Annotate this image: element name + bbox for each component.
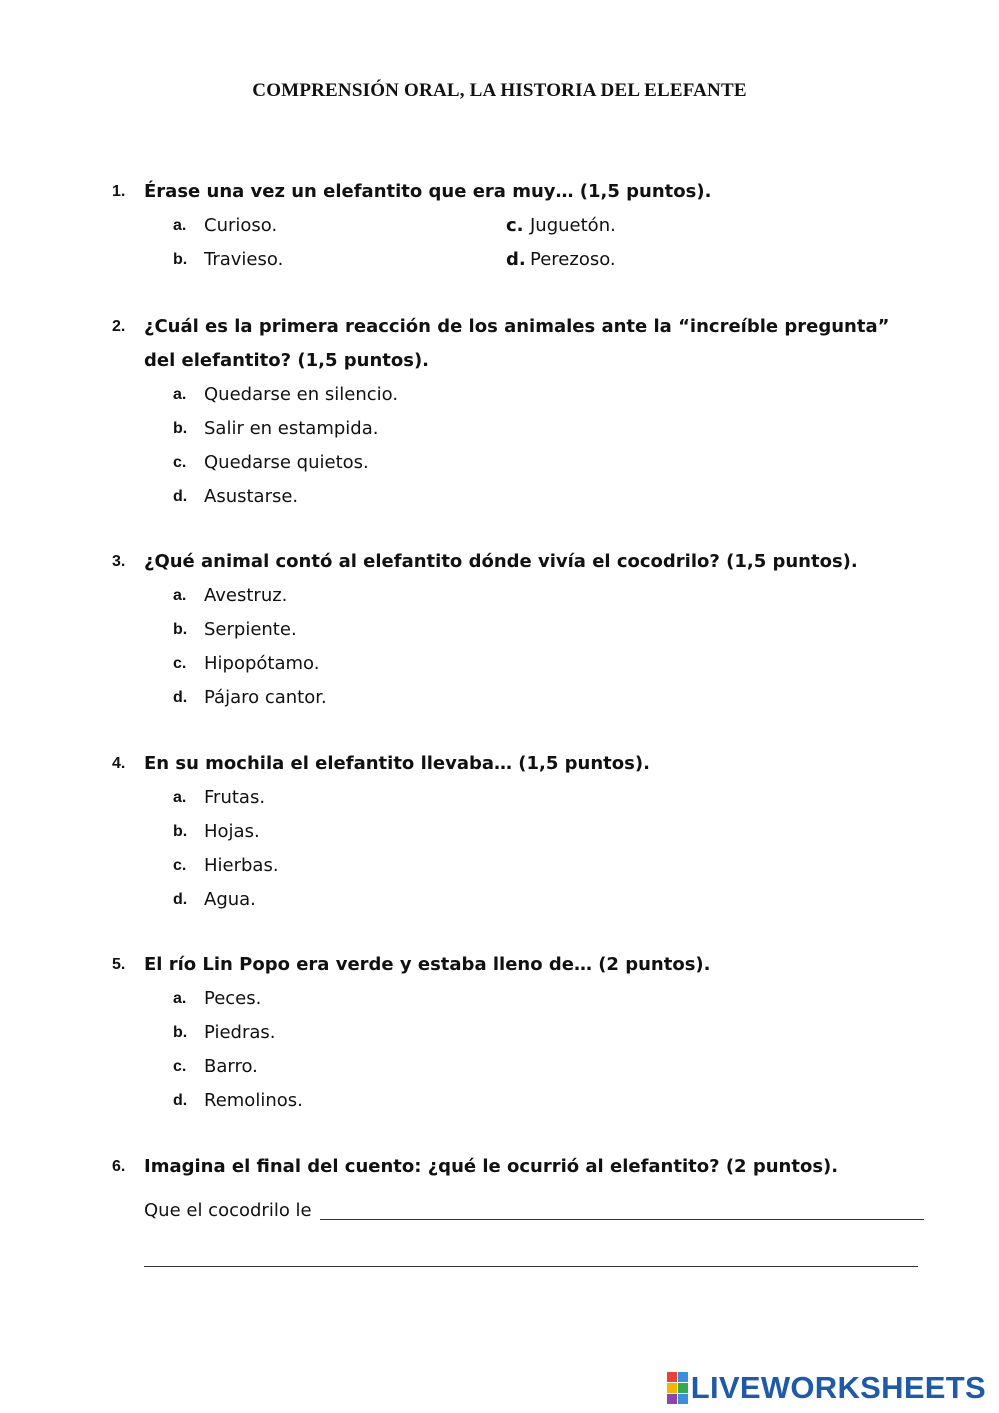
question-text: Érase una vez un elefantito que era muy… (1,5 puntos). bbox=[144, 181, 712, 202]
option-text[interactable]: Hipopótamo. bbox=[204, 653, 320, 674]
option-row[interactable] bbox=[0, 480, 999, 514]
option-text[interactable]: Piedras. bbox=[204, 1022, 276, 1043]
question-3 bbox=[0, 545, 999, 715]
answer-line-1[interactable] bbox=[320, 1219, 924, 1220]
question-number: 3. bbox=[112, 553, 126, 570]
option-text[interactable]: Quedarse quietos. bbox=[204, 452, 369, 473]
option-text[interactable]: Perezoso. bbox=[530, 249, 616, 270]
option-text[interactable]: Hojas. bbox=[204, 821, 260, 842]
logo-square-icon bbox=[667, 1383, 677, 1393]
option-letter: a. bbox=[173, 990, 187, 1007]
option-text[interactable]: Salir en estampida. bbox=[204, 418, 379, 439]
question-line bbox=[0, 1150, 999, 1184]
option-text[interactable]: Curioso. bbox=[204, 215, 278, 236]
question-line bbox=[0, 747, 999, 781]
option-text[interactable]: Pájaro cantor. bbox=[204, 687, 327, 708]
logo-square-icon bbox=[678, 1394, 688, 1404]
question-line bbox=[0, 310, 999, 344]
question-line bbox=[0, 344, 999, 378]
option-text[interactable]: Travieso. bbox=[204, 249, 284, 270]
option-row[interactable] bbox=[0, 412, 999, 446]
option-row[interactable] bbox=[0, 378, 999, 412]
option-text[interactable]: Avestruz. bbox=[204, 585, 288, 606]
option-text[interactable]: Remolinos. bbox=[204, 1090, 303, 1111]
option-row[interactable] bbox=[0, 243, 999, 277]
option-letter: c. bbox=[173, 655, 187, 672]
question-number: 1. bbox=[112, 183, 126, 200]
option-letter: b. bbox=[173, 420, 188, 437]
option-text[interactable]: Juguetón. bbox=[530, 215, 616, 236]
question-5 bbox=[0, 948, 999, 1118]
option-text[interactable]: Quedarse en silencio. bbox=[204, 384, 399, 405]
option-letter: b. bbox=[173, 621, 188, 638]
option-letter: d. bbox=[506, 249, 526, 270]
option-row[interactable] bbox=[0, 1050, 999, 1084]
option-row[interactable] bbox=[0, 883, 999, 917]
option-text[interactable]: Hierbas. bbox=[204, 855, 279, 876]
logo-square-icon bbox=[678, 1372, 688, 1382]
question-4 bbox=[0, 747, 999, 917]
option-letter: c. bbox=[173, 1058, 187, 1075]
option-text[interactable]: Peces. bbox=[204, 988, 262, 1009]
question-1 bbox=[0, 175, 999, 277]
option-row[interactable] bbox=[0, 1016, 999, 1050]
option-row[interactable] bbox=[0, 815, 999, 849]
option-letter: c. bbox=[506, 215, 524, 236]
question-text: El río Lin Popo era verde y estaba lleno de… (2 puntos). bbox=[144, 954, 711, 975]
option-letter: d. bbox=[173, 891, 188, 908]
option-letter: d. bbox=[173, 488, 188, 505]
option-letter: c. bbox=[173, 454, 187, 471]
option-letter: b. bbox=[173, 1024, 188, 1041]
question-6 bbox=[0, 1150, 999, 1184]
question-number: 6. bbox=[112, 1158, 126, 1175]
logo-square-icon bbox=[667, 1394, 677, 1404]
answer-line-2[interactable] bbox=[144, 1266, 918, 1267]
option-letter: d. bbox=[173, 689, 188, 706]
question-text: Imagina el final del cuento: ¿qué le ocurrió al elefantito? (2 puntos). bbox=[144, 1156, 839, 1177]
question-line bbox=[0, 948, 999, 982]
option-row[interactable] bbox=[0, 446, 999, 480]
logo-square-icon bbox=[678, 1383, 688, 1393]
question-text-continued: del elefantito? (1,5 puntos). bbox=[144, 350, 430, 371]
option-text[interactable]: Barro. bbox=[204, 1056, 258, 1077]
option-row[interactable] bbox=[0, 579, 999, 613]
option-row[interactable] bbox=[0, 849, 999, 883]
question-text: En su mochila el elefantito llevaba… (1,5 puntos). bbox=[144, 753, 650, 774]
question-text: ¿Qué animal contó al elefantito dónde vivía el cocodrilo? (1,5 puntos). bbox=[144, 551, 858, 572]
option-text[interactable]: Asustarse. bbox=[204, 486, 299, 507]
option-row[interactable] bbox=[0, 613, 999, 647]
option-row[interactable] bbox=[0, 209, 999, 243]
option-letter: a. bbox=[173, 217, 187, 234]
option-row[interactable] bbox=[0, 1084, 999, 1118]
option-letter: b. bbox=[173, 251, 188, 268]
option-text[interactable]: Agua. bbox=[204, 889, 256, 910]
brand-text: LIVEWORKSHEETS bbox=[690, 1370, 986, 1405]
option-letter: a. bbox=[173, 789, 187, 806]
answer-prefix: Que el cocodrilo le bbox=[144, 1200, 312, 1221]
liveworksheets-brand bbox=[667, 1370, 986, 1406]
option-letter: c. bbox=[173, 857, 187, 874]
question-text: ¿Cuál es la primera reacción de los animales ante la “increíble pregunta” bbox=[144, 316, 890, 337]
option-letter: b. bbox=[173, 823, 188, 840]
question-number: 4. bbox=[112, 755, 126, 772]
question-number: 5. bbox=[112, 956, 126, 973]
option-letter: a. bbox=[173, 386, 187, 403]
option-row[interactable] bbox=[0, 647, 999, 681]
logo-square-icon bbox=[667, 1372, 677, 1382]
question-line bbox=[0, 545, 999, 579]
liveworksheets-logo-icon bbox=[667, 1372, 688, 1404]
option-text[interactable]: Frutas. bbox=[204, 787, 266, 808]
option-text[interactable]: Serpiente. bbox=[204, 619, 297, 640]
worksheet-title: COMPRENSIÓN ORAL, LA HISTORIA DEL ELEFANTE bbox=[252, 80, 747, 101]
option-row[interactable] bbox=[0, 781, 999, 815]
question-2 bbox=[0, 310, 999, 514]
question-line bbox=[0, 175, 999, 209]
option-letter: a. bbox=[173, 587, 187, 604]
option-row[interactable] bbox=[0, 982, 999, 1016]
question-number: 2. bbox=[112, 318, 126, 335]
option-letter: d. bbox=[173, 1092, 188, 1109]
option-row[interactable] bbox=[0, 681, 999, 715]
